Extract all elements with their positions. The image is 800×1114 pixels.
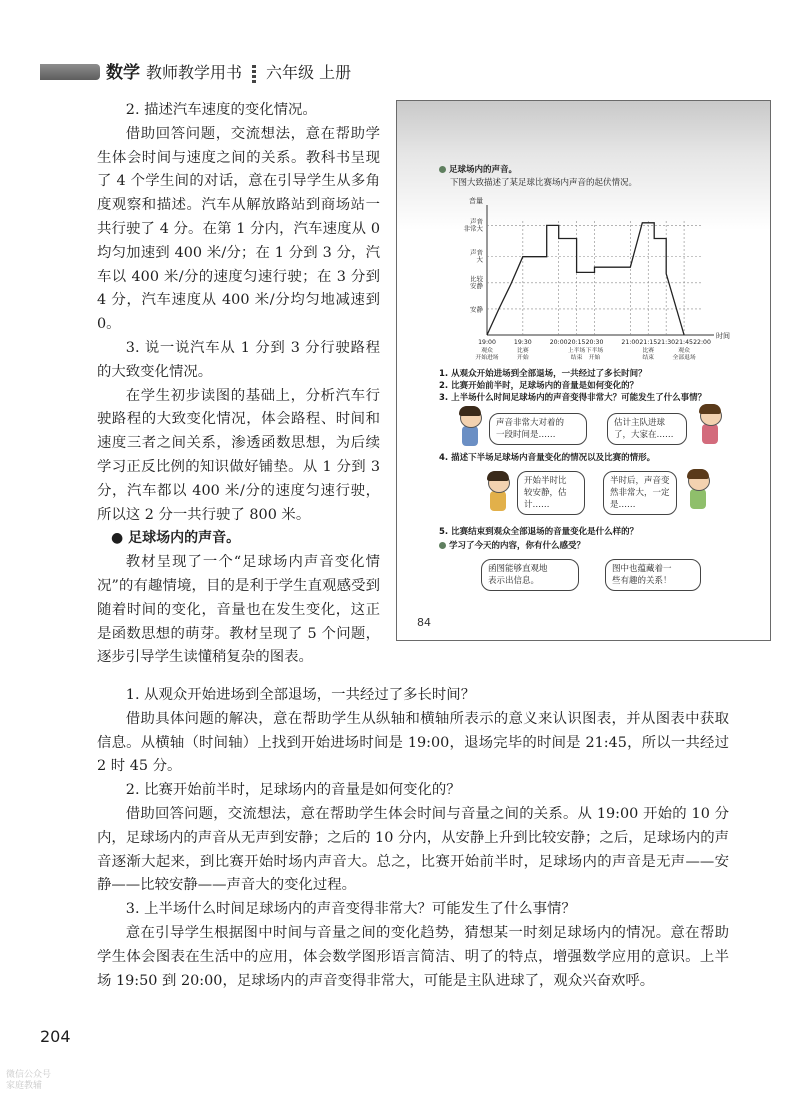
x-tick-note-part: 开始 bbox=[588, 355, 601, 361]
inset-subtitle: 下图大致描述了某足球比赛场内声音的起伏情况。 bbox=[450, 178, 638, 188]
speech-bubble-5 bbox=[481, 559, 579, 591]
bubble-1-line-1: 声音非常大对着的 bbox=[496, 418, 565, 428]
inset-page-number: 84 bbox=[417, 616, 431, 629]
y-axis-title: 音量 bbox=[469, 197, 483, 205]
watermark-line-1: 微信公众号 bbox=[6, 1070, 52, 1080]
y-tick-label-part: 比较 bbox=[470, 274, 483, 283]
header-book: 教师教学用书 bbox=[146, 63, 243, 82]
x-tick-label-0: 19:00 bbox=[478, 339, 496, 346]
y-tick-label-part: 大 bbox=[476, 255, 483, 264]
inset-title-text: 足球场内的声音。 bbox=[449, 165, 518, 175]
x-tick-note-4 bbox=[586, 346, 604, 361]
x-tick-label-5: 21:00 bbox=[621, 339, 640, 346]
bubble-3-line-1: 开始半时比 bbox=[524, 476, 567, 486]
header-subject: 数学 bbox=[106, 63, 140, 83]
inset-question-1: 1. 从观众开始进场到全部退场，一共经过了多长时间？ bbox=[439, 369, 647, 379]
left-paragraph-speed: 借助回答问题，交流想法，意在帮助学生体会时间与速度之间的关系。教科书呈现了 4 个学生间的对话，意在引导学生从多角度观察和描述。汽车从解放路站到商场站一共行驶了 4 分。在第 1 分内，汽车速度从 0 均匀加速到 400 米/分；在 1 分到 3 分，汽车以 400 米/分的速度匀速行驶；在 3 分到 4 分，汽车速度从 400 米/分均匀地减速到 0。 bbox=[97, 125, 380, 333]
full-width-column bbox=[97, 684, 729, 993]
boy-illustration-2 bbox=[485, 473, 511, 513]
x-tick-note-part: 开始进场 bbox=[475, 355, 499, 361]
answer-1: 借助具体问题的解决，意在帮助学生从纵轴和横轴所表示的意义来认识图表，并从图表中获取信息。从横轴（时间轴）上找到开始进场时间是 19:00，退场完毕的时间是 21:45，所以一共经过 2 时 45 分。 bbox=[97, 710, 729, 775]
question-3: 3. 上半场什么时间足球场内的声音变得非常大？可能发生了什么事情？ bbox=[125, 901, 576, 918]
header-separator bbox=[252, 65, 256, 83]
x-tick-note-part: 观众 bbox=[481, 348, 493, 354]
girl-illustration bbox=[697, 406, 723, 446]
textbook-page-inset bbox=[396, 100, 771, 641]
inset-title bbox=[439, 165, 517, 176]
left-paragraph-football: 教材呈现了一个“足球场内声音变化情况”的有趣情境，目的是利于学生直观感受到随着时间的变化，音量也在发生变化，这正是函数思想的萌芽。教材呈现了 5 个问题，逐步引导学生读懂稍复杂的图表。 bbox=[97, 554, 380, 666]
speech-bubble-3 bbox=[517, 471, 585, 515]
x-tick-note-8 bbox=[672, 346, 695, 361]
bubble-6-line-2: 些有趣的关系！ bbox=[612, 576, 672, 586]
section-heading-football: ● 足球场内的声音。 bbox=[111, 530, 241, 547]
y-tick-label-part: 声音 bbox=[470, 217, 483, 226]
bubble-4-line-1: 半时后，声音变 bbox=[610, 476, 670, 486]
header-grade: 六年级 上册 bbox=[266, 63, 352, 82]
inset-question-3: 3. 上半场什么时间足球场内的声音变得非常大？可能发生了什么事情？ bbox=[439, 393, 707, 403]
y-tick-label-3 bbox=[464, 216, 484, 232]
y-tick-label-1 bbox=[470, 274, 484, 290]
x-tick-note-part: 比赛 bbox=[642, 348, 655, 354]
chart-series bbox=[487, 223, 684, 335]
question-2: 2. 比赛开始前半时，足球场内的音量是如何变化的？ bbox=[125, 782, 461, 799]
x-tick-note-part: 比赛 bbox=[517, 348, 529, 354]
bubble-2-line-1: 估计主队进球 bbox=[614, 418, 666, 428]
x-tick-note-part: 结束 bbox=[570, 355, 583, 361]
page-number: 204 bbox=[40, 1027, 71, 1046]
x-tick-note-3 bbox=[568, 346, 586, 361]
x-tick-note-part: 结束 bbox=[642, 355, 655, 361]
inset-reflection-text: 学习了今天的内容，你有什么感受？ bbox=[449, 541, 586, 551]
girl-illustration-2 bbox=[685, 471, 711, 511]
watermark-line-2: 家庭教辅 bbox=[6, 1081, 43, 1091]
y-tick-label-part: 安静 bbox=[470, 281, 483, 290]
speech-bubble-6 bbox=[605, 559, 701, 591]
speech-bubble-1 bbox=[489, 413, 587, 445]
y-tick-label-2 bbox=[470, 248, 484, 264]
sound-volume-chart bbox=[437, 195, 730, 365]
chart-y-labels bbox=[464, 216, 484, 313]
x-tick-label-3: 20:15 bbox=[567, 339, 586, 346]
chart-x-labels bbox=[475, 339, 711, 361]
chart-gridlines bbox=[487, 219, 702, 335]
x-tick-note-part: 上半场 bbox=[567, 348, 586, 354]
x-tick-note-0 bbox=[475, 346, 498, 361]
bubble-5-line-1: 函图能够直观地 bbox=[488, 564, 548, 574]
left-paragraph-distance: 在学生初步读图的基础上，分析汽车行驶路程的大致变化情况，体会路程、时间和速度三者之间关系，渗透函数思想，为后续学习正反比例的知识做好铺垫。从 1 分到 3 分，汽车都以 400 米/分的速度匀速行驶，所以这 2 分一共行驶了 800 米。 bbox=[97, 387, 380, 523]
y-tick-label-part: 安静 bbox=[470, 305, 483, 314]
inset-question-5: 5. 比赛结束到观众全部退场的音量变化是什么样的？ bbox=[439, 527, 639, 537]
x-axis-title: 时间 bbox=[716, 332, 730, 340]
x-tick-note-6 bbox=[642, 346, 654, 361]
speech-bubble-2 bbox=[607, 413, 687, 445]
x-tick-label-6: 21:15 bbox=[639, 339, 658, 346]
x-tick-note-1 bbox=[517, 346, 529, 361]
bubble-4-line-3: 是…… bbox=[610, 500, 636, 510]
left-heading-3: 3. 说一说汽车从 1 分到 3 分行驶路程的大致变化情况。 bbox=[97, 339, 380, 380]
x-tick-label-8: 21:45 bbox=[675, 339, 694, 346]
y-tick-label-part: 非常大 bbox=[463, 224, 483, 233]
bubble-1-line-2: 一段时间是…… bbox=[496, 430, 556, 440]
bullet-dot-icon bbox=[439, 166, 446, 173]
inset-question-4: 4. 描述下半场足球场内音量变化的情况以及比赛的情形。 bbox=[439, 453, 656, 463]
boy-illustration bbox=[457, 408, 483, 448]
header-tab-decoration bbox=[40, 64, 100, 80]
running-header bbox=[106, 58, 351, 83]
bubble-2-line-2: 了，大家在…… bbox=[614, 430, 674, 440]
bubble-6-line-1: 图中也蕴藏着一 bbox=[612, 564, 672, 574]
x-tick-label-7: 21:30 bbox=[657, 339, 676, 346]
bubble-3-line-3: 计…… bbox=[524, 500, 550, 510]
watermark bbox=[6, 1070, 51, 1092]
x-tick-label-9: 22:00 bbox=[693, 339, 711, 346]
bubble-3-line-2: 较安静，估 bbox=[524, 488, 567, 498]
answer-2: 借助回答问题，交流想法，意在帮助学生体会时间与音量之间的关系。从 19:00 开始的 10 分内，足球场内的声音从无声到安静；之后的 10 分内，从安静上升到比较安静；之后，足球场内的声音逐渐大起来，到比赛开始时场内声音大。总之，比赛开始前半时，足球场内的声音是无声——安静——比较安静——声音大的变化过程。 bbox=[97, 805, 729, 894]
inset-question-2: 2. 比赛开始前半时，足球场内的音量是如何变化的？ bbox=[439, 381, 639, 391]
bubble-4-line-2: 然非常大，一定 bbox=[610, 488, 670, 498]
y-tick-label-part: 声音 bbox=[470, 248, 483, 257]
x-tick-note-part: 全部退场 bbox=[672, 355, 696, 361]
inset-reflection bbox=[439, 541, 585, 552]
speech-bubble-4 bbox=[603, 471, 677, 515]
x-tick-note-part: 开始 bbox=[517, 355, 529, 361]
volume-line bbox=[487, 223, 684, 335]
bullet-dot-icon-2 bbox=[439, 542, 446, 549]
left-heading-2: 2. 描述汽车速度的变化情况。 bbox=[125, 102, 317, 118]
chart-axes bbox=[469, 196, 730, 340]
question-1: 1. 从观众开始进场到全部退场，一共经过了多长时间？ bbox=[125, 687, 476, 703]
left-column bbox=[97, 99, 380, 670]
y-tick-label-0 bbox=[470, 304, 484, 313]
answer-3: 意在引导学生根据图中时间与音量之间的变化趋势，猜想某一时刻足球场内的情况。意在帮助学生体会图表在生活中的应用，体会数学图形语言简洁、明了的特点，增强数学应用的意识。上半场 19:50 到 20:00，足球场内的声音变得非常大，可能是主队进球了，观众兴奋欢呼。 bbox=[97, 924, 729, 989]
x-tick-note-part: 观众 bbox=[678, 348, 690, 354]
x-tick-note-part: 下半场 bbox=[585, 348, 604, 354]
x-tick-label-2: 20:00 bbox=[549, 339, 568, 346]
bubble-5-line-2: 表示出信息。 bbox=[488, 576, 540, 586]
x-tick-label-4: 20:30 bbox=[585, 339, 604, 346]
x-tick-label-1: 19:30 bbox=[513, 339, 532, 346]
